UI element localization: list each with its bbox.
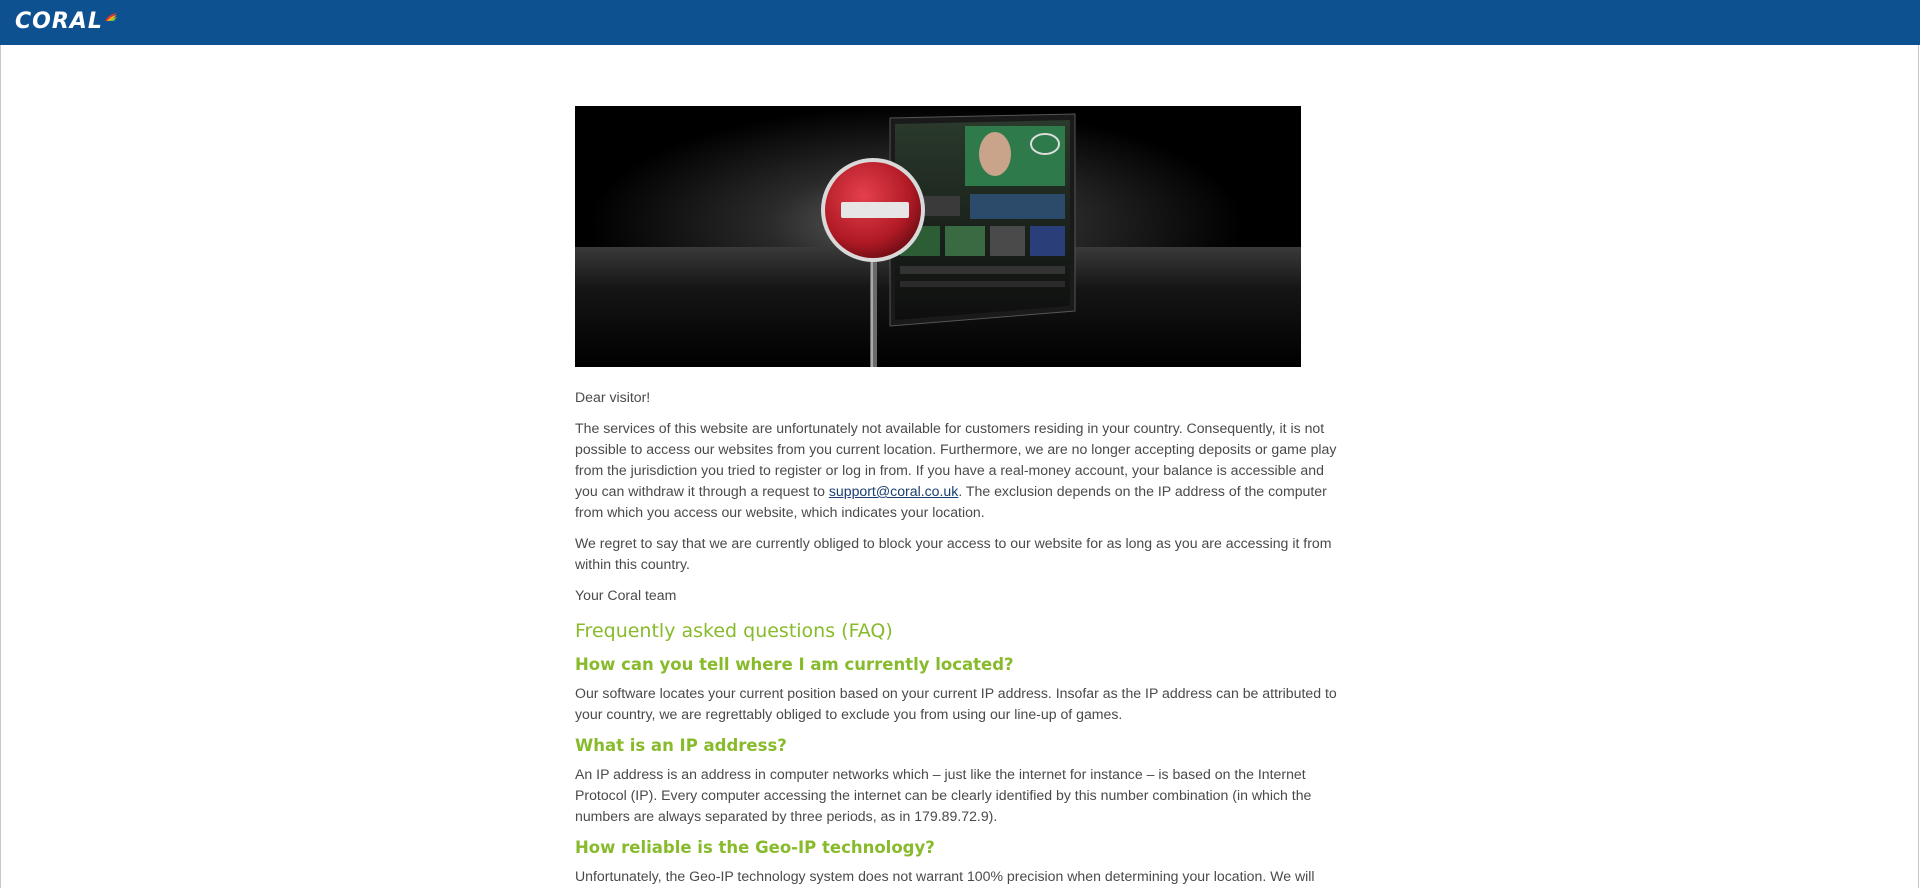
- greeting-text: Dear visitor!: [575, 389, 651, 405]
- block-notice-paragraph: We regret to say that we are currently obliged to block your access to our website for as long as you are accessing it from within this country.: [575, 535, 1332, 572]
- faq-answer: An IP address is an address in computer networks which – just like the internet for instance – is based on the Internet Protocol (IP). Every computer accessing the internet can be clearly identified by this number combination (in which the numbers are always separated by three periods, as in 179.89.72.9).: [575, 766, 1312, 824]
- faq-question: How reliable is the Geo-IP technology?: [575, 838, 935, 857]
- logo-swoosh-icon: [104, 12, 118, 22]
- notice-text-start: The services of this website are unfortunately not available for customers residing in your country. Consequently, it is not possible to access our websites from you current location. Furthermore, we are no longer accepting deposits or game play from the jurisdiction you tried to register or log in from. If you have a real-money account, your balance is accessible and you can withdraw it through a request to: [575, 420, 1337, 499]
- notice-paragraph: [575, 418, 1350, 523]
- faq-answer: Unfortunately, the Geo-IP technology system does not warrant 100% precision when determining your location. We will: [575, 868, 1315, 884]
- support-email-link[interactable]: support@coral.co.uk: [828, 483, 959, 499]
- header-bar: [0, 0, 1920, 45]
- hero-banner: [575, 106, 1301, 367]
- no-entry-sign-icon: [575, 106, 1301, 367]
- main-content: [575, 106, 1350, 887]
- notice-text-end: . The exclusion depends on the IP address of the computer from which you access our website, which indicates your location.: [575, 483, 1327, 520]
- faq-answer: Our software locates your current position based on your current IP address. Insofar as the IP address can be attributed to your country, we are regrettably obliged to exclude you from using our line-up of games.: [575, 685, 1337, 722]
- logo-text: CORAL: [15, 9, 103, 34]
- faq-heading: Frequently asked questions (FAQ): [575, 620, 893, 642]
- faq-question: How can you tell where I am currently located?: [575, 655, 1014, 674]
- signoff-text: Your Coral team: [575, 587, 677, 603]
- coral-logo[interactable]: [15, 9, 118, 35]
- faq-question: What is an IP address?: [575, 736, 787, 755]
